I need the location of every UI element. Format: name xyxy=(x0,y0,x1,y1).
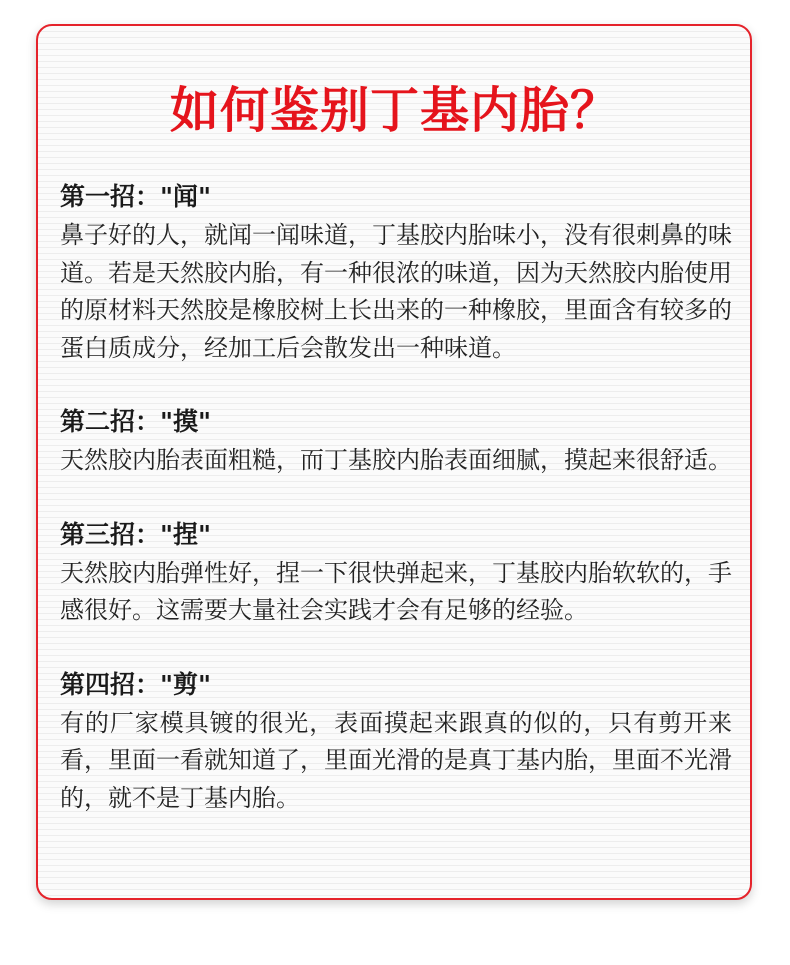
tip-heading: 第四招："剪" xyxy=(60,669,212,699)
tip-section-smell xyxy=(60,179,732,367)
tip-body: 天然胶内胎表面粗糙，而丁基胶内胎表面细腻，摸起来很舒适。 xyxy=(60,446,732,474)
tip-section-touch xyxy=(60,404,732,480)
page-title: 如何鉴别丁基内胎？ xyxy=(169,82,620,139)
tip-body: 天然胶内胎弹性好，捏一下很快弹起来，丁基胶内胎软软的，手感很好。这需要大量社会实践才会有足够的经验。 xyxy=(60,558,732,624)
tip-body: 有的厂家模具镀的很光，表面摸起来跟真的似的，只有剪开来看，里面一看就知道了，里面光滑的是真丁基内胎，里面不光滑的，就不是丁基内胎。 xyxy=(60,708,732,812)
tip-body: 鼻子好的人，就闻一闻味道，丁基胶内胎味小，没有很刺鼻的味道。若是天然胶内胎，有一种很浓的味道，因为天然胶内胎使用的原材料天然胶是橡胶树上长出来的一种橡胶，里面含有较多的蛋白质成分，经加工后会散发出一种味道。 xyxy=(60,221,732,362)
tip-section-pinch xyxy=(60,517,732,630)
tip-section-cut xyxy=(60,667,732,818)
tip-heading: 第一招："闻" xyxy=(60,182,212,211)
tip-heading: 第三招："捏" xyxy=(60,519,212,549)
tip-heading: 第二招："摸" xyxy=(60,407,212,436)
tips-list xyxy=(60,179,732,854)
